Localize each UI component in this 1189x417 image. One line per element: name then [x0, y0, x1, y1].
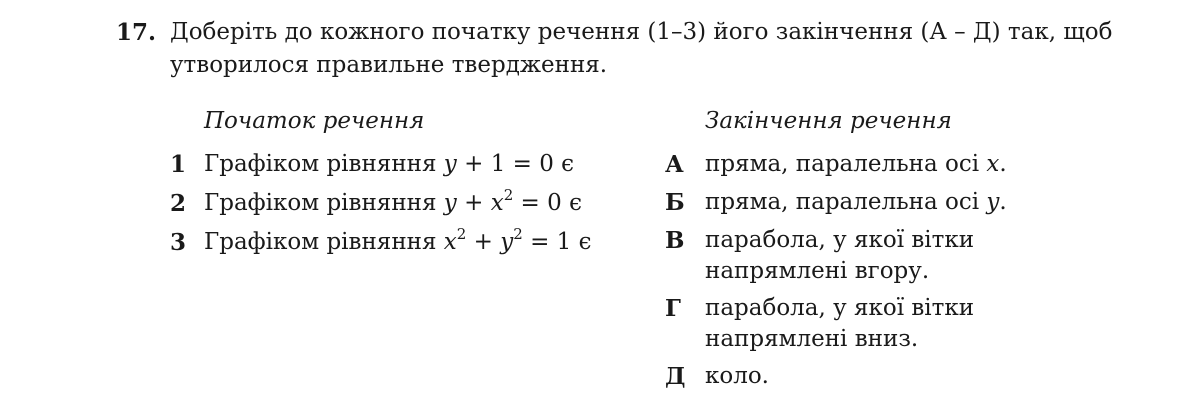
ending-text-line-2: напрямлені вгору.: [705, 258, 930, 284]
column-header-start: Початок речення: [204, 108, 425, 134]
start-text: Графіком рівняння y + 1 = 0 є: [204, 151, 575, 177]
ending-label: Д: [665, 363, 686, 390]
ending-label: Г: [665, 295, 681, 322]
start-label: 3: [170, 229, 187, 256]
start-label: 2: [170, 190, 187, 217]
ending-label: В: [665, 227, 685, 254]
ending-text: пряма, паралельна осі x.: [705, 151, 1007, 177]
ending-label: А: [665, 151, 684, 178]
column-header-ending: Закінчення речення: [705, 108, 952, 134]
task-number: 17.: [116, 19, 157, 46]
start-text: Графіком рівняння $y + x^2 = 0$ є: [204, 186, 582, 216]
task-instruction: Доберіть до кожного початку речення (1–3) його закінчення (А – Д) так, щоб утворилося правильне твердження.: [170, 19, 1113, 78]
ending-text: пряма, паралельна осі y.: [705, 189, 1007, 215]
ending-text-line-1: парабола, у якої вітки: [705, 295, 975, 321]
ending-text: коло.: [705, 363, 769, 389]
start-label: 1: [170, 151, 187, 178]
ending-text-line-1: парабола, у якої вітки: [705, 227, 975, 253]
ending-label: Б: [665, 189, 685, 216]
start-text: Графіком рівняння $x^2 + y^2 = 1$ є: [204, 225, 592, 255]
ending-text-line-2: напрямлені вниз.: [705, 326, 919, 352]
